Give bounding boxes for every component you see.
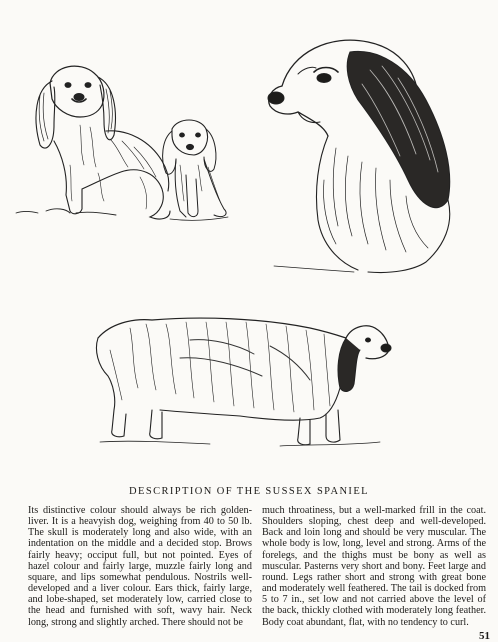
left-column-text: Its distinctive colour should always be rich golden-liver. It is a heavyish dog, weighing from 40 to 50 lb. The skull is moderately long and also wide, with an indentation on the middle and a decided stop. Brows fairly heavy; occiput full, but not pointed. Eyes of hazel colour and fairly large, muzzle fairly long and square, and lips somewhat pendulous. Nostrils well-developed and a liver colour. Ears thick, fairly large, and lobe-shaped, set moderately low, carried close to the head and furnished with soft, wavy hair. Neck long, strong and slightly arched. There should not be	[28, 505, 252, 628]
right-column-text: much throatiness, but a well-marked frill in the coat. Shoulders sloping, chest deep and well-developed. Back and loin long and should be very muscular. The whole body is low, long, level and strong. Arms of the forelegs, and the thighs must be bony as well as muscular. Pasterns very short and bony. Feet large and round. Legs rather short and strong with great bone and moderately well feathered. The tail is docked from 5 to 7 in., set low and not carried above the level of the back, thickly clothed with moderately long feather. Body coat abundant, flat, with no tendency to curl.	[262, 505, 486, 628]
head-portrait-sketch	[258, 30, 468, 275]
standing-dog-sketch	[90, 310, 395, 450]
page-number: 51	[479, 630, 490, 642]
description-heading: DESCRIPTION OF THE SUSSEX SPANIEL	[129, 486, 369, 497]
description-right-column	[262, 505, 486, 628]
description-left-column	[28, 505, 252, 628]
adult-and-puppy-sketch	[10, 55, 240, 230]
